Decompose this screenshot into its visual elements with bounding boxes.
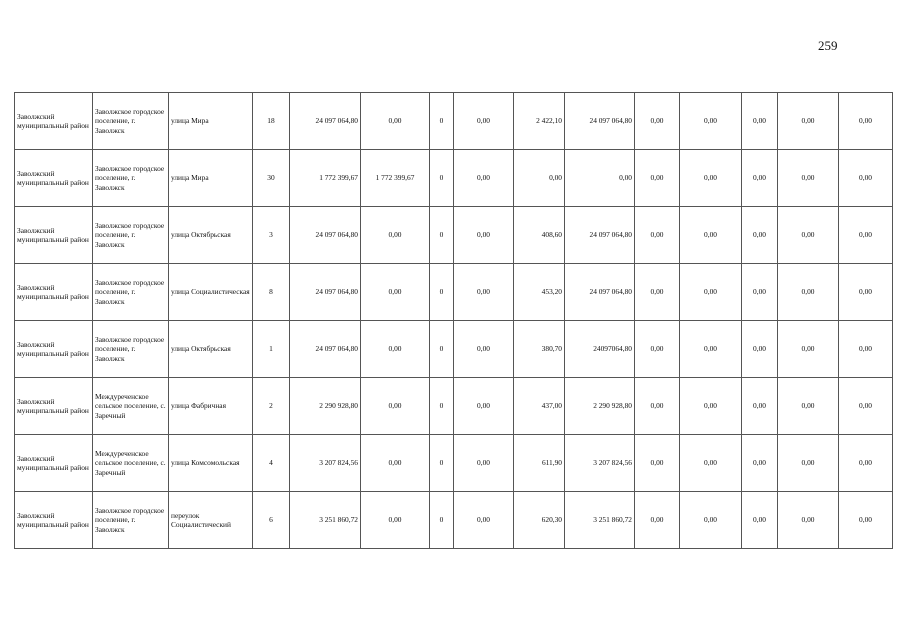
value-cell: 0,00	[361, 321, 430, 378]
value-cell: 1 772 399,67	[361, 150, 430, 207]
value-cell: 0,00	[680, 207, 742, 264]
page-number: 259	[818, 38, 838, 53]
value-cell: 0,00	[680, 93, 742, 150]
cost-cell: 2 290 928,80	[290, 378, 361, 435]
value-cell: 0,00	[839, 378, 893, 435]
region-cell: Заволжский муниципальный район	[15, 207, 93, 264]
value-cell: 0,00	[635, 264, 680, 321]
value-cell: 0	[430, 435, 454, 492]
value-cell: 0,00	[839, 93, 893, 150]
value-cell: 0	[430, 150, 454, 207]
value-cell: 0,00	[680, 321, 742, 378]
street-cell: улица Социалистическая	[169, 264, 253, 321]
house-number-cell: 6	[253, 492, 290, 549]
cost-cell: 3 251 860,72	[290, 492, 361, 549]
settlement-cell: Междуреченское сельское поселение, с. Заречный	[93, 435, 169, 492]
table-row	[15, 492, 893, 549]
table-row	[15, 264, 893, 321]
value-cell: 0,00	[839, 492, 893, 549]
value-cell: 0,00	[778, 150, 839, 207]
street-cell: улица Октябрьская	[169, 207, 253, 264]
table-row	[15, 435, 893, 492]
value-cell: 0,00	[454, 150, 514, 207]
street-cell: улица Октябрьская	[169, 321, 253, 378]
value-cell: 0,00	[839, 435, 893, 492]
house-number-cell: 30	[253, 150, 290, 207]
cost-cell: 1 772 399,67	[290, 150, 361, 207]
value-cell: 0,00	[635, 378, 680, 435]
area-cell: 620,30	[514, 492, 565, 549]
value-cell: 0,00	[680, 435, 742, 492]
value-cell: 0,00	[635, 150, 680, 207]
value-cell: 0,00	[778, 378, 839, 435]
value-cell: 0,00	[778, 492, 839, 549]
value-cell: 0,00	[454, 207, 514, 264]
total-cell: 2 290 928,80	[565, 378, 635, 435]
total-cell: 3 251 860,72	[565, 492, 635, 549]
value-cell: 0,00	[635, 492, 680, 549]
value-cell: 0,00	[742, 264, 778, 321]
area-cell: 611,90	[514, 435, 565, 492]
value-cell: 0,00	[454, 264, 514, 321]
settlement-cell: Заволжское городское поселение, г. Заволжск	[93, 321, 169, 378]
value-cell: 0,00	[454, 378, 514, 435]
total-cell: 24 097 064,80	[565, 264, 635, 321]
value-cell: 0,00	[778, 435, 839, 492]
value-cell: 0,00	[778, 264, 839, 321]
total-cell: 24097064,80	[565, 321, 635, 378]
value-cell: 0,00	[635, 435, 680, 492]
area-cell: 408,60	[514, 207, 565, 264]
table-body	[15, 93, 893, 549]
value-cell: 0,00	[635, 321, 680, 378]
settlement-cell: Заволжское городское поселение, г. Заволжск	[93, 150, 169, 207]
total-cell: 0,00	[565, 150, 635, 207]
total-cell: 3 207 824,56	[565, 435, 635, 492]
value-cell: 0,00	[778, 207, 839, 264]
region-cell: Заволжский муниципальный район	[15, 321, 93, 378]
value-cell: 0,00	[742, 207, 778, 264]
area-cell: 2 422,10	[514, 93, 565, 150]
value-cell: 0	[430, 264, 454, 321]
region-cell: Заволжский муниципальный район	[15, 492, 93, 549]
area-cell: 0,00	[514, 150, 565, 207]
settlement-cell: Заволжское городское поселение, г. Заволжск	[93, 264, 169, 321]
house-number-cell: 3	[253, 207, 290, 264]
value-cell: 0	[430, 207, 454, 264]
value-cell: 0,00	[839, 150, 893, 207]
value-cell: 0	[430, 93, 454, 150]
cost-cell: 24 097 064,80	[290, 321, 361, 378]
value-cell: 0,00	[742, 321, 778, 378]
table-row	[15, 150, 893, 207]
street-cell: улица Мира	[169, 93, 253, 150]
house-number-cell: 18	[253, 93, 290, 150]
area-cell: 437,00	[514, 378, 565, 435]
total-cell: 24 097 064,80	[565, 93, 635, 150]
value-cell: 0,00	[454, 492, 514, 549]
area-cell: 453,20	[514, 264, 565, 321]
table-row	[15, 93, 893, 150]
value-cell: 0,00	[680, 492, 742, 549]
region-cell: Заволжский муниципальный район	[15, 378, 93, 435]
value-cell: 0,00	[635, 207, 680, 264]
value-cell: 0,00	[361, 492, 430, 549]
region-cell: Заволжский муниципальный район	[15, 264, 93, 321]
house-number-cell: 1	[253, 321, 290, 378]
value-cell: 0	[430, 321, 454, 378]
value-cell: 0,00	[454, 435, 514, 492]
value-cell: 0,00	[742, 435, 778, 492]
value-cell: 0,00	[839, 321, 893, 378]
value-cell: 0,00	[680, 264, 742, 321]
value-cell: 0,00	[454, 321, 514, 378]
cost-cell: 24 097 064,80	[290, 93, 361, 150]
cost-cell: 24 097 064,80	[290, 207, 361, 264]
table-row	[15, 321, 893, 378]
street-cell: улица Комсомольская	[169, 435, 253, 492]
region-cell: Заволжский муниципальный район	[15, 435, 93, 492]
settlement-cell: Заволжское городское поселение, г. Заволжск	[93, 207, 169, 264]
house-number-cell: 4	[253, 435, 290, 492]
cost-cell: 24 097 064,80	[290, 264, 361, 321]
cost-cell: 3 207 824,56	[290, 435, 361, 492]
region-cell: Заволжский муниципальный район	[15, 93, 93, 150]
value-cell: 0,00	[742, 150, 778, 207]
value-cell: 0,00	[742, 93, 778, 150]
table-row	[15, 378, 893, 435]
value-cell: 0,00	[680, 150, 742, 207]
street-cell: переулок Социалистический	[169, 492, 253, 549]
house-number-cell: 2	[253, 378, 290, 435]
value-cell: 0	[430, 492, 454, 549]
value-cell: 0,00	[361, 264, 430, 321]
value-cell: 0,00	[635, 93, 680, 150]
house-number-cell: 8	[253, 264, 290, 321]
settlement-cell: Междуреченское сельское поселение, с. Заречный	[93, 378, 169, 435]
value-cell: 0,00	[361, 207, 430, 264]
value-cell: 0	[430, 378, 454, 435]
total-cell: 24 097 064,80	[565, 207, 635, 264]
settlement-cell: Заволжское городское поселение, г. Заволжск	[93, 93, 169, 150]
value-cell: 0,00	[454, 93, 514, 150]
settlement-cell: Заволжское городское поселение, г. Заволжск	[93, 492, 169, 549]
region-cell: Заволжский муниципальный район	[15, 150, 93, 207]
value-cell: 0,00	[778, 321, 839, 378]
value-cell: 0,00	[742, 492, 778, 549]
value-cell: 0,00	[361, 435, 430, 492]
value-cell: 0,00	[839, 264, 893, 321]
value-cell: 0,00	[361, 378, 430, 435]
area-cell: 380,70	[514, 321, 565, 378]
street-cell: улица Мира	[169, 150, 253, 207]
value-cell: 0,00	[839, 207, 893, 264]
street-cell: улица Фабричная	[169, 378, 253, 435]
value-cell: 0,00	[680, 378, 742, 435]
value-cell: 0,00	[361, 93, 430, 150]
value-cell: 0,00	[778, 93, 839, 150]
value-cell: 0,00	[742, 378, 778, 435]
data-table	[14, 92, 893, 549]
table-row	[15, 207, 893, 264]
